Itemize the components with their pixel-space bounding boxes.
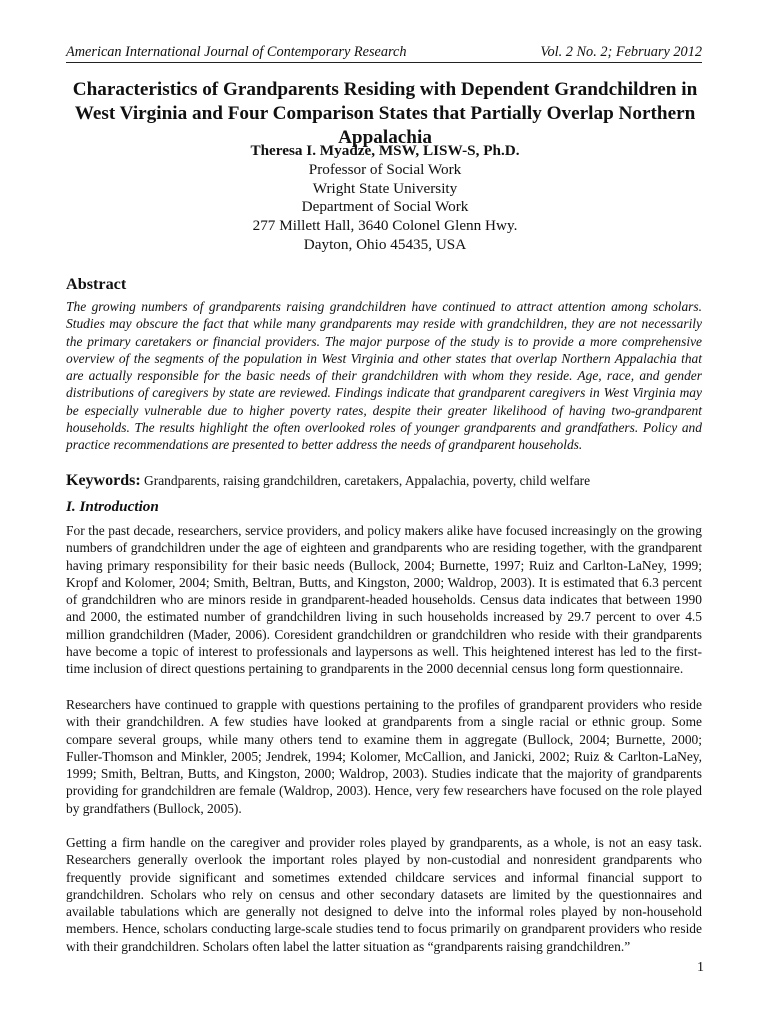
introduction-heading: I. Introduction <box>66 498 159 515</box>
body-paragraph: Getting a firm handle on the caregiver and provider roles played by grandparents, as a whole, is not an easy task. Researchers generally overlook the important roles played by non-custodial and nonresident grandparents who frequently provide significant and sometimes extended childcare services and informal financial support to grandchildren. Scholars who rely on census and other secondary datasets are limited by the questionnaires and available tabulations which are generally not designed to delve into the informal roles played by non-household members. Hence, scholars conducting large-scale studies tend to focus primarily on grandparent providers who reside with their grandchildren. Scholars often label the latter situation as “grandparents raising grandchildren.” <box>66 835 702 954</box>
body-paragraph: For the past decade, researchers, service providers, and policy makers alike have focused increasingly on the growing numbers of grandchildren under the age of eighteen and grandparents who are residing together, with the grandparent having primary responsibility for their basic needs (Bullock, 2004; Burnette, 1997; Ruiz and Carlton-LaNey, 1999; Kropf and Kolomer, 2004; Smith, Beltran, Butts, and Kingston, 2000; Waldrop, 2003). It is estimated that 6.3 percent of grandchildren who are minors reside in grandparent-headed households. Census data indicates that between 1990 and 2000, the estimated number of grandchildren living in such households increased by 29.7 percent to over 4.5 million grandchildren (Mader, 2006). Coresident grandchildren or grandchildren who reside with their grandparents have become a topic of interest to professionals and laypersons as well. This heightened interest has led to the first-time inclusion of direct questions pertaining to grandparents in the 2000 decennial census long form questionnaire. <box>66 523 702 677</box>
author-city: Dayton, Ohio 45435, USA <box>303 235 467 253</box>
journal-name: American International Journal of Contemporary Research <box>66 44 407 60</box>
author-block <box>160 142 610 255</box>
author-address: 277 Millett Hall, 3640 Colonel Glenn Hwy. <box>252 217 518 235</box>
abstract-heading: Abstract <box>66 275 127 293</box>
body-paragraph: Researchers have continued to grapple with questions pertaining to the profiles of grandparent providers who reside with their grandchildren. A few studies have looked at grandparents from a single racial or ethnic group. Some compare several groups, while many others tend to examine them in aggregate (Bullock, 2004; Burnette, 2000; Fuller-Thomson and Minkler, 2005; Jendrek, 1994; Kolomer, McCallion, and Janicki, 2002; Ruiz & Carlton-LaNey, 1999; Smith, Beltran, Butts, and Kingston, 2000; Waldrop, 2003). Studies indicate that the majority of grandparents providing for grandchildren are female (Waldrop, 2003). Hence, very few researchers have focused on the role played by grandfathers (Bullock, 2005). <box>66 697 702 816</box>
article-title: Characteristics of Grandparents Residing with Dependent Grandchildren in West Virginia and Four Comparison States that Partially Overlap Northern Appalachia <box>72 79 698 148</box>
issue-info: Vol. 2 No. 2; February 2012 <box>540 44 702 60</box>
author-university: Wright State University <box>312 179 458 197</box>
author-name: Theresa I. Myadze, MSW, LISW-S, Ph.D. <box>250 142 520 159</box>
page-number: 1 <box>697 960 704 975</box>
keywords-text: Grandparents, raising grandchildren, caretakers, Appalachia, poverty, child welfare <box>144 473 591 488</box>
abstract-text: The growing numbers of grandparents raising grandchildren have continued to attract attention among scholars. Studies may obscure the fact that while many grandparents may reside with grandchildren, they are not necessarily the primary caretakers or financial providers. The major purpose of the study is to provide a more comprehensive overview of the segments of the population in West Virginia and other states that overlap Northern Appalachia that are actually responsible for the basic needs of their grandchildren with whom they reside. Age, race, and gender distributions of caregivers by state are reviewed. Findings indicate that grandparent caregivers in West Virginia may be especially vulnerable due to higher poverty rates, despite their greater likelihood of having two-grandparent households. The results highlight the often overlooked roles of younger grandparents and grandfathers. Policy and practice recommendations are presented to better address the needs of grandparent households. <box>66 299 702 453</box>
author-department: Department of Social Work <box>301 198 469 216</box>
running-header <box>66 44 702 63</box>
keywords-label: Keywords: <box>66 472 141 489</box>
keywords <box>66 471 702 490</box>
author-position: Professor of Social Work <box>308 160 462 178</box>
